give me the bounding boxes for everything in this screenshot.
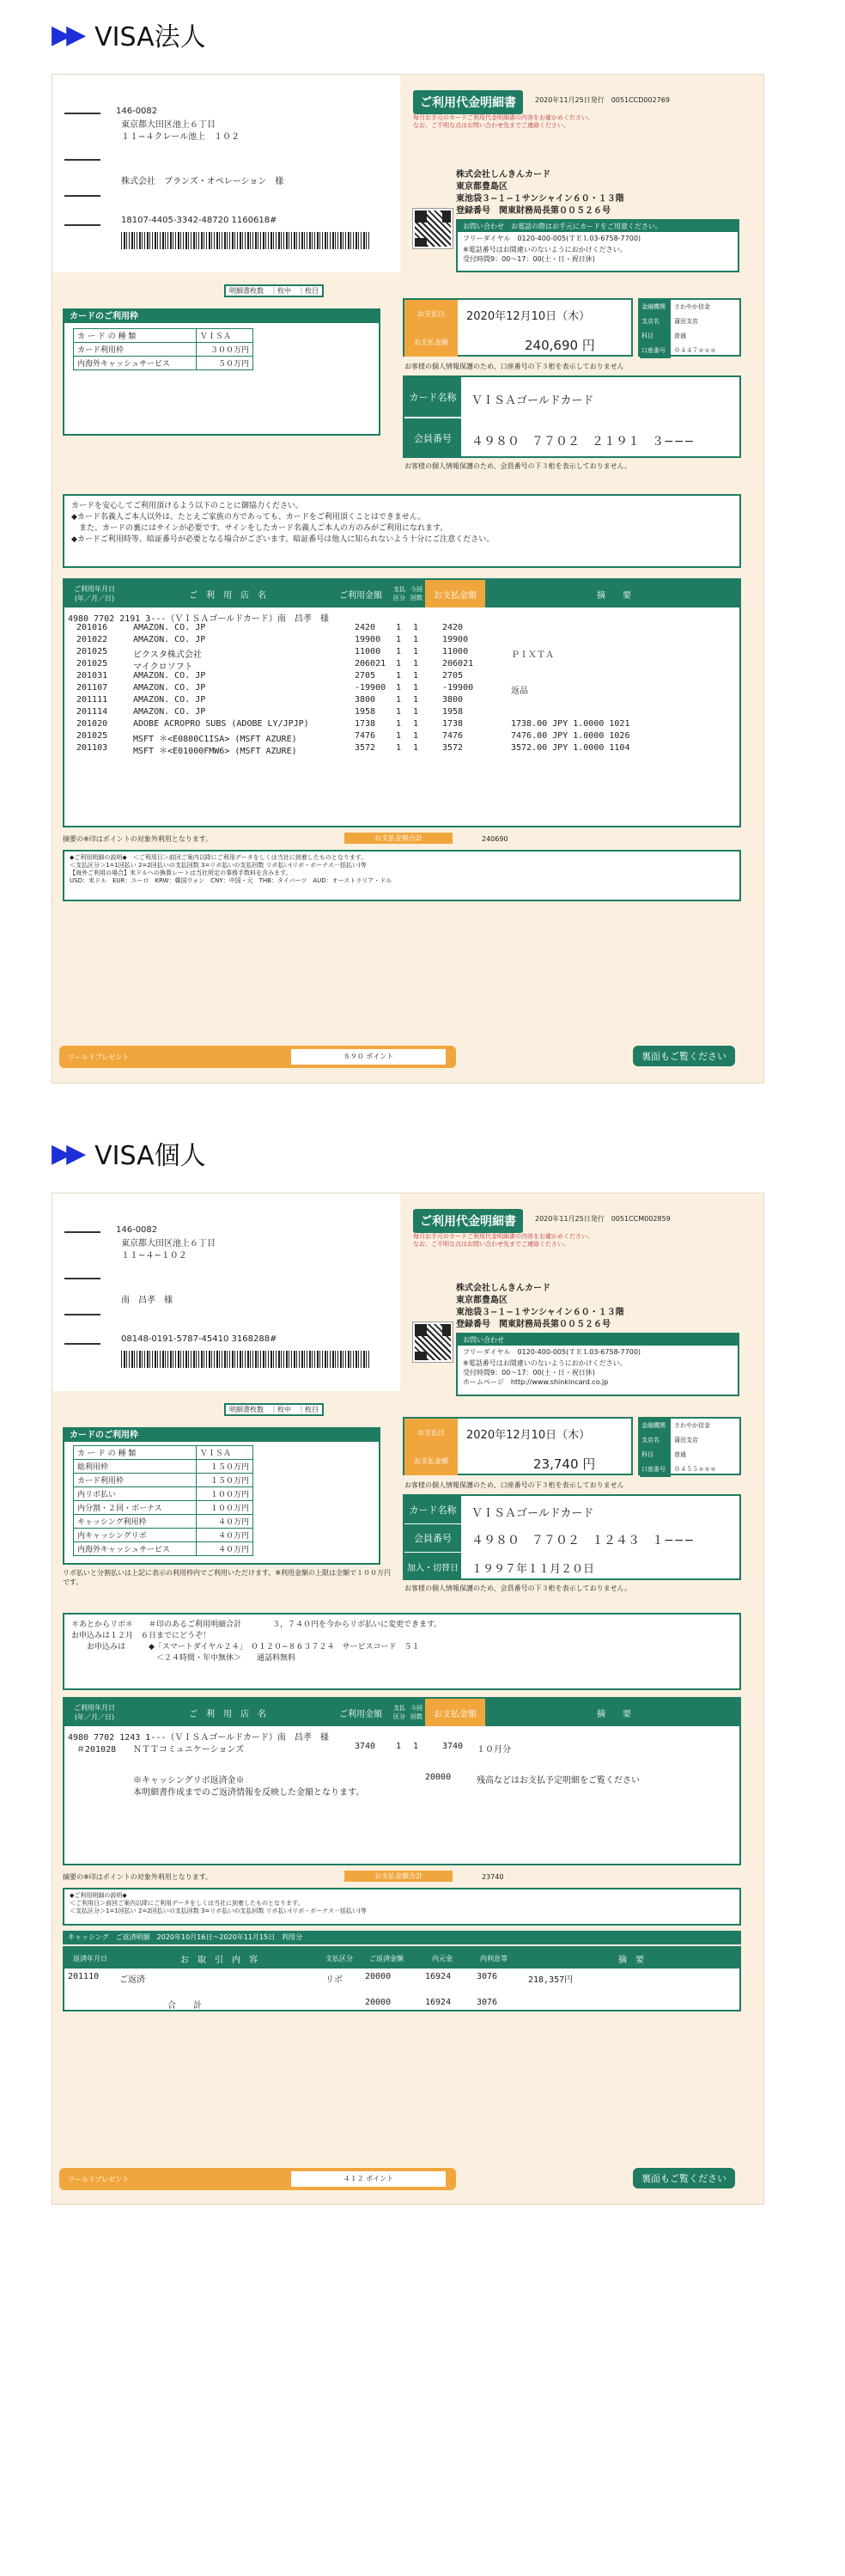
tx-store: AMAZON. CO. JP <box>133 695 206 705</box>
header-store: ご 利 用 店 名 <box>189 590 266 601</box>
total-amount: 240690 <box>482 835 508 843</box>
limit-box <box>63 308 380 436</box>
tx-type: 1 <box>396 647 402 656</box>
company-name: 株式会社 ブランズ・オペレーション 様 <box>121 177 284 186</box>
statement-title: ご利用代金明細書 <box>413 90 523 114</box>
tx-type: 1 <box>396 1742 402 1751</box>
limit-value: １５０万円 <box>196 1474 252 1487</box>
cashing-header <box>64 1948 739 1969</box>
points-note: 摘要の※印はポイントの対象外利用となります。 <box>63 835 213 843</box>
tx-store: ＮＴＴコミュニケーションズ <box>133 1745 245 1755</box>
tx-type: 1 <box>396 683 402 693</box>
card-name-label: カード名称 <box>404 1496 461 1523</box>
privacy-note: お客様の個人情報保護のため、口座番号の下３桁を表示しておりません <box>404 363 624 370</box>
bank-label: 科目 <box>640 329 671 344</box>
pay-amount: 23,740 円 <box>533 1456 596 1472</box>
payment-box <box>403 298 633 357</box>
tx-type: 1 <box>396 731 402 741</box>
bank-label: 金融機関 <box>640 1419 671 1433</box>
tx-payment: 1958 <box>442 707 464 717</box>
tx-amount: 2705 <box>355 671 376 681</box>
tx-amount: 11000 <box>355 647 381 656</box>
tx-type: 1 <box>396 695 402 705</box>
issuer-address-2: 東池袋３−１−１サンシャイン６０・１３階 <box>456 194 624 204</box>
double-arrow-icon: ▶▶ <box>52 19 82 50</box>
limit-label: 内分割・２回・ボーナス <box>74 1501 197 1515</box>
tx-amount: -19900 <box>355 683 386 693</box>
header-amount: ご利用金額 <box>339 590 382 601</box>
qr-code <box>413 209 453 248</box>
join-date-label: 加入・切替日 <box>404 1553 461 1580</box>
header-payment: お支払金額 <box>425 1699 485 1726</box>
inquiry-title: お問い合わせ <box>458 1334 738 1346</box>
tx-store: AMAZON. CO. JP <box>133 671 206 681</box>
tx-memo: ＰＩＸＴＡ <box>511 650 554 660</box>
tx-payment: 7476 <box>442 731 464 741</box>
tx-type: 1 <box>396 707 402 717</box>
tx-count: 1 <box>413 719 419 729</box>
account-number: ０４４７＊＊＊ <box>674 347 716 354</box>
postal-code: 146-0082 <box>116 107 158 116</box>
corp-statement: 146-0082 東京都大田区池上６丁目 １１−４クレール池上 １０２ 株式会社 ブランズ・オペレーション 様 18107-4405-3342-48720 1160618# 明細書枚数 ｜枚中 ｜枚目 ご利用代金明細書 2020年11月25日発行 0051CCD002769 毎月お手元のカードご利用代金明細書の内容をお確かめください。 なお、ご不明な点はお問い合わせ先までご連絡ください。 株式会社しんきんカード 東京都豊島区 東池袋３−１−１サンシャイン６０・１３階 登録番号 関東財務局長第００５２６号 お問い合わせ お電話の際はお手元にカードをご用意ください。 フリーダイヤル 0120-400-005(ＴＥＬ03-6758-7700) ※電話番号はお間違いのないようにおかけください。 受付時間9：00〜17：00(土・日・祝日休) カードのご利用枠 カ ー ド の 種 類 ＶＩＳＡ カード利用枠 ３００万円 内海外キャッシュサービス ５０万円 お支払日 2020年12月10日（木） お支払金額 240,690 円 金融機関 さわやか信金 支店名 蒲田支店 科目 普通 口座番号 ０４４７＊＊＊ お客様の個人情報保護のため、口座番号の下３桁を表示しておりません カード名称 ＶＩＳＡゴールドカード 会員番号 ４９８０ ７７０２ ２１９１ ３−−− お客様の個人情報保護のため、会員番号の下３桁を表示しておりません。 カードを安心してご利用頂けるよう以下のことに御協力ください。 ◆カード名義人ご本人以外は、たとえご家族の方であっても、カードをご利用頂くことはできません。 また、カードの裏にはサインが必要です。サインをしたカード名義人ご本人の方のみがご利用になれます。 ◆カードご利用時等、暗証番号が必要となる場合がございます。暗証番号は他人に知られないよう十分にご注意ください。 ご利用年月日 (年／月／日) ご 利 用 店 名 ご利用金額 支払 区分 今回 回数 お支払金額 摘 要 4980 7702 2191 3---（ＶＩＳＡゴールドカード）南 昌孝 様 201016 AMAZON. CO. JP 2420 1 1 2420 201022 AMAZON. CO. JP 19900 1 1 19900 201025 ピクスタ株式会社 11000 1 1 11000 ＰＩＸＴＡ 201025 マイクロソフト 206021 1 1 206021 201031 AMAZON. CO. JP 2705 1 1 2705 201107 AMAZON. CO. JP -19900 1 1 -19900 返品 201111 AMAZON. CO. JP 3800 1 1 3800 201114 AMAZON. CO. JP 1958 1 1 1958 201020 ADOBE ACROPRO SUBS (ADOBE LY/JPJP) 1738 1 1 1738 1738.00 JPY 1.0000 1021 201025 MSFT ＊<E0800C1ISA> (MSFT AZURE) 7476 1 1 7476 7476.00 JPY 1.0000 1026 201103 MSFT ＊<E01000FMW6> (MSFT AZURE) 3572 1 1 3572 3572.00 JPY 1.0000 1104 摘要の※印はポイントの対象外利用となります。 お支払金額合計 240690 ◆ご利用明細の説明◆ ＜ご利用日＞前回ご案内以降にご利用データをしくは当社に到着したものとなります。 ＜支払区分＞1=1回払い 2=2回払いの支払回数 3=リボ払いの支払回数 リボ払い(リボ・ボーナス一括払い)等 【海外ご利用の場合】米ドルへの換算レートは当社所定の事務手数料を含みます。 USD：米ドル EUR：ユーロ KRW：韓国ウォン CNY：中国・元 THB：タイバーツ AUD：オーストラリア・ドル ワールドプレゼント ８９０ ポイント 裏面もご覧ください <box>52 74 764 1084</box>
cashing-content: ご返済 <box>119 1975 145 1985</box>
tx-payment: 1738 <box>442 719 464 729</box>
tx-memo: 7476.00 JPY 1.0000 1026 <box>511 731 630 741</box>
header-payment: お支払金額 <box>425 580 485 607</box>
pay-date: 2020年12月10日（木） <box>466 1429 591 1442</box>
issue-date: 2020年11月25日発行 0051CCD002769 <box>535 96 670 104</box>
tx-type: 1 <box>396 671 402 681</box>
double-arrow-icon: ▶▶ <box>52 1138 82 1169</box>
inquiry-box <box>456 219 739 272</box>
limit-title: カードのご利用枠 <box>64 310 379 323</box>
bank-label: 支店名 <box>640 314 671 329</box>
tx-payment: 19900 <box>442 635 469 644</box>
cashing-header-cell: 内利息等 <box>480 1954 508 1963</box>
member-note: お客様の個人情報保護のため、会員番号の下３桁を表示しておりません。 <box>404 462 632 470</box>
cashing-type: リボ <box>325 1975 343 1985</box>
see-back-button: 裏面もご覧ください <box>633 2168 735 2188</box>
tx-date: 201114 <box>76 707 108 717</box>
address-line-1: 東京都大田区池上６丁目 <box>121 120 216 130</box>
limit-value: ４０万円 <box>196 1542 252 1556</box>
bank-name: さわやか信金 <box>674 303 710 310</box>
limit-title: カードのご利用枠 <box>64 1429 379 1442</box>
tx-store: AMAZON. CO. JP <box>133 707 206 717</box>
cashing-total-principal: 16924 <box>425 1998 452 2007</box>
cashing-date: 201110 <box>68 1972 100 1981</box>
tx-store: マイクロソフト <box>133 662 193 672</box>
tx-payment: 3572 <box>442 743 464 753</box>
statement-title: ご利用代金明細書 <box>413 1209 523 1233</box>
cashing-title: キャッシング ご返済明細 <box>68 1933 150 1941</box>
tx-type: 1 <box>396 635 402 644</box>
cashing-header-cell: 内元金 <box>432 1954 453 1963</box>
cashing-principal: 16924 <box>425 1972 452 1981</box>
reward-points: ４１２ ポイント <box>291 2171 446 2187</box>
member-note: お客様の個人情報保護のため、会員番号の下３桁を表示しておりません。 <box>404 1584 632 1592</box>
cashing-memo: 218,357円 <box>528 1975 574 1985</box>
tx-type: 1 <box>396 659 402 668</box>
tx-payment: 206021 <box>442 659 474 668</box>
tx-type: 1 <box>396 743 402 753</box>
cashing-table <box>63 1946 741 2011</box>
header-count: 今回 回数 <box>410 1705 422 1720</box>
limit-value: １００万円 <box>196 1501 252 1515</box>
tx-count: 1 <box>413 1742 419 1751</box>
customer-name: 南 昌孝 様 <box>121 1296 173 1305</box>
tx-payment: 3800 <box>442 695 464 705</box>
tx-count: 1 <box>413 743 419 753</box>
member-number: ４９８０ ７７０２ １２４３ １−−− <box>471 1534 695 1547</box>
explanation-box: ◆ご利用明細の説明◆ ＜ご利用日＞前回ご案内以降にご利用データをしくは当社に到着したものとなります。 ＜支払区分＞1=1回払い 2=2回払いの支払回数 3=リボ払いの支払回数 リボ払い(リボ・ボーナス一括払い)等 【海外ご利用の場合】米ドルへの換算レートは当社所定の事務手数料を含みます。 USD：米ドル EUR：ユーロ KRW：韓国ウォン CNY：中国・元 THB：タイバーツ AUD：オーストラリア・ドル <box>63 850 741 901</box>
notice-line: カードを安心してご利用頂けるよう以下のことに御協力ください。 <box>71 502 304 510</box>
explanation-box: ◆ご利用明細の説明◆ ＜ご利用日＞前回ご案内以降にご利用データをしくは当社に到着したものとなります。 ＜支払区分＞1=1回払い 2=2回払いの支払回数 3=リボ払いの支払回数 リボ払い(リボ・ボーナス一括払い)等 <box>63 1888 741 1926</box>
header-type: 支払 区分 <box>393 1705 405 1720</box>
address-line-1: 東京都大田区池上６丁目 <box>121 1239 216 1248</box>
sheet-count: 明細書枚数 ｜枚中 ｜枚目 <box>224 1403 324 1416</box>
bank-label: 科目 <box>640 1448 671 1462</box>
cashing-total-repay: 20000 <box>365 1998 392 2007</box>
account-code: 08148-0191-5787-45410 3168288# <box>121 1334 277 1344</box>
transaction-table <box>63 1697 741 1865</box>
tx-count: 1 <box>413 623 419 632</box>
section-title-personal <box>52 1136 206 1170</box>
tx-store: AMAZON. CO. JP <box>133 623 206 632</box>
cashing-period: 2020年10月16日〜2020年11月15日 利用分 <box>156 1933 303 1941</box>
limit-value: ４０万円 <box>196 1529 252 1542</box>
tx-store: ピクスタ株式会社 <box>133 650 202 660</box>
limit-label: キャッシング利用枠 <box>74 1515 197 1529</box>
tx-date: 201031 <box>76 671 108 681</box>
limit-header-brand: ＶＩＳＡ <box>196 329 252 343</box>
info-line: お申込みは ◆「スマートダイヤル２４」 ０１２０−８６３７２４ サービスコード ５１ <box>71 1643 420 1651</box>
cashing-amount: 20000 <box>425 1773 452 1782</box>
join-date: １９９７年１１月２０日 <box>471 1563 595 1576</box>
tx-payment: 3740 <box>442 1742 464 1751</box>
tx-memo: 3572.00 JPY 1.0000 1104 <box>511 743 630 753</box>
tx-count: 1 <box>413 635 419 644</box>
limit-value: １５０万円 <box>196 1460 252 1474</box>
pay-date: 2020年12月10日（木） <box>466 310 591 323</box>
total-label: お支払金額合計 <box>344 1871 453 1882</box>
tx-store: AMAZON. CO. JP <box>133 683 206 693</box>
tx-count: 1 <box>413 731 419 741</box>
transaction-table <box>63 578 741 827</box>
card-line: 4980 7702 2191 3---（ＶＩＳＡゴールドカード）南 昌孝 様 <box>68 614 329 624</box>
see-back-button: 裏面もご覧ください <box>633 1046 735 1066</box>
header-store: ご 利 用 店 名 <box>189 1709 266 1719</box>
section-label: VISA法人 <box>94 22 206 52</box>
freedial: フリーダイヤル 0120-400-005(ＴＥＬ03-6758-7700) <box>463 1348 641 1356</box>
issue-date: 2020年11月25日発行 0051CCM002859 <box>535 1215 671 1223</box>
hours: 受付時間9：00〜17：00(土・日・祝日休) <box>463 1369 595 1377</box>
limit-label: カード利用枠 <box>74 1474 197 1487</box>
cashing-header-cell: 返済年月日 <box>73 1954 107 1963</box>
bank-name: さわやか信金 <box>674 1422 710 1429</box>
tx-date: 201107 <box>76 683 108 693</box>
tx-count: 1 <box>413 695 419 705</box>
notice-line: ◆カード名義人ご本人以外は、たとえご家族の方であっても、カードをご利用頂くことはできません。 <box>71 513 426 522</box>
total-amount: 23740 <box>482 1873 504 1881</box>
reward-points: ８９０ ポイント <box>291 1049 446 1065</box>
phone-note: ※電話番号はお間違いのないようにおかけください。 <box>463 246 627 253</box>
limit-label: 内キャッシングリボ <box>74 1529 197 1542</box>
account-type: 普通 <box>674 1451 686 1458</box>
card-name: ＶＩＳＡゴールドカード <box>471 1507 594 1520</box>
member-label: 会員番号 <box>404 418 461 458</box>
tx-store: MSFT ＊<E0800C1ISA> (MSFT AZURE) <box>133 735 297 744</box>
pay-amount-label: お支払金額 <box>404 1447 458 1475</box>
section-label: VISA個人 <box>94 1141 206 1171</box>
issuer-registration: 登録番号 関東財務局長第００５２６号 <box>456 1320 611 1329</box>
issuer-name: 株式会社しんきんカード <box>456 170 550 180</box>
total-label: お支払金額合計 <box>344 833 453 844</box>
issuer-address-1: 東京都豊島区 <box>456 1296 508 1305</box>
tx-payment: -19900 <box>442 683 474 693</box>
tx-amount: 1738 <box>355 719 376 729</box>
pay-amount-label: お支払金額 <box>404 328 458 357</box>
reward-label: ワールドプレゼント <box>68 1053 130 1061</box>
postal-code: 146-0082 <box>116 1225 158 1235</box>
pay-amount: 240,690 円 <box>525 338 595 353</box>
member-number: ４９８０ ７７０２ ２１９１ ３−−− <box>471 435 695 449</box>
customer-barcode <box>121 1351 370 1368</box>
tx-date: 201022 <box>76 635 108 644</box>
tx-date: 201103 <box>76 743 108 753</box>
tx-count: 1 <box>413 707 419 717</box>
account-number: ０４５５＊＊＊ <box>674 1466 716 1473</box>
revo-note: リボ払いと分割払いは上記に表示の利用枠内でご利用いただけます。※利用金額の上限は全額で１００万円です。 <box>63 1569 392 1586</box>
tx-memo: １０月分 <box>477 1745 511 1755</box>
tx-date: 201025 <box>76 647 108 656</box>
cashing-line: ※キャッシングリボ返済金※ <box>133 1776 245 1785</box>
reward-label: ワールドプレゼント <box>68 2176 130 2183</box>
issuer-registration: 登録番号 関東財務局長第００５２６号 <box>456 206 611 216</box>
header-amount: ご利用金額 <box>339 1709 382 1719</box>
section-title-corp <box>52 17 206 52</box>
notice-line: また、カードの裏にはサインが必要です。サインをしたカード名義人ご本人の方のみがご利用になれます。 <box>71 524 448 533</box>
limit-label: 総利用枠 <box>74 1460 197 1474</box>
tx-date: 201111 <box>76 695 108 705</box>
cashing-interest: 3076 <box>477 1972 498 1981</box>
issuer-name: 株式会社しんきんカード <box>456 1284 550 1293</box>
bank-label: 金融機関 <box>640 300 671 314</box>
tx-date: 201016 <box>76 623 108 632</box>
tx-memo: 1738.00 JPY 1.0000 1021 <box>511 719 630 729</box>
tx-count: 1 <box>413 659 419 668</box>
limit-label: カード利用枠 <box>74 343 197 357</box>
info-line: お申込みは１２月 ６日までにどうぞ！ <box>71 1632 211 1640</box>
header-count: 今回 回数 <box>410 586 422 601</box>
limit-value: ３００万円 <box>196 343 252 357</box>
cashing-header-cell: 支払区分 <box>325 1954 353 1963</box>
limit-label: 内海外キャッシュサービス <box>74 1542 197 1556</box>
pay-date-label: お支払日 <box>404 300 458 328</box>
tx-date: 201025 <box>76 731 108 741</box>
transaction-header <box>64 580 739 607</box>
cashing-repay: 20000 <box>365 1972 392 1981</box>
notice-line: ◆カードご利用時等、暗証番号が必要となる場合がございます。暗証番号は他人に知られないよう十分にご注意ください。 <box>71 535 495 544</box>
bank-box <box>638 298 741 357</box>
inquiry-box <box>456 1333 739 1396</box>
limit-value: ４０万円 <box>196 1515 252 1529</box>
tx-date: 201025 <box>76 659 108 668</box>
cashing-header-cell: ご返済金額 <box>369 1954 404 1963</box>
tx-payment: 11000 <box>442 647 469 656</box>
card-line: 4980 7702 1243 1---（ＶＩＳＡゴールドカード）南 昌孝 様 <box>68 1733 329 1743</box>
tx-store: AMAZON. CO. JP <box>133 635 206 644</box>
info-line: ＊あとからリボ＊ ＃印のあるご利用明細合計 ３，７４０円を今からリボ払いに変更できます。 <box>71 1621 442 1629</box>
inquiry-title: お問い合わせ <box>463 223 504 230</box>
limit-value: ５０万円 <box>196 357 252 370</box>
card-name-label: カード名称 <box>404 377 461 417</box>
personal-statement: 146-0082 東京都大田区池上６丁目 １１−４−１０２ 南 昌孝 様 08148-0191-5787-45410 3168288# 明細書枚数 ｜枚中 ｜枚目 ご利用代金明細書 2020年11月25日発行 0051CCM002859 毎月お手元のカードご利用代金明細書の内容をお確かめください。 なお、ご不明な点はお問い合わせ先までご連絡ください。 株式会社しんきんカード 東京都豊島区 東池袋３−１−１サンシャイン６０・１３階 登録番号 関東財務局長第００５２６号 お問い合わせ フリーダイヤル 0120-400-005(ＴＥＬ03-6758-7700) ※電話番号はお間違いのないようにおかけください。 受付時間9：00〜17：00(土・日・祝日休) ホームページ http://www.shinkincard.co.jp カードのご利用枠 カ ー ド の 種 類 ＶＩＳＡ 総利用枠 １５０万円 カード利用枠 １５０万円 内リボ払い １００万円 内分割・２回・ボーナス １００万円 キャッシング利用枠 ４０万円 内キャッシングリボ ４０万円 内海外キャッシュサービス ４０万円 お支払日 2020年12月10日（木） お支払金額 23,740 円 金融機関 さわやか信金 支店名 蒲田支店 科目 普通 口座番号 ０４５５＊＊＊ お客様の個人情報保護のため、口座番号の下３桁を表示しておりません カード名称 ＶＩＳＡゴールドカード 会員番号 ４９８０ ７７０２ １２４３ １−−− 加入・切替日 １９９７年１１月２０日 お客様の個人情報保護のため、会員番号の下３桁を表示しておりません。 リボ払いと分割払いは上記に表示の利用枠内でご利用いただけます。※利用金額の上限は全額で１００万円です。 ＊あとからリボ＊ ＃印のあるご利用明細合計 ３，７４０円を今からリボ払いに変更できます。 お申込みは１２月 ６日までにどうぞ！ お申込みは ◆「スマートダイヤル２４」 ０１２０−８６３７２４ サービスコード ５１ ＜２４時間・年中無休＞ 通話料無料 ご利用年月日 (年／月／日) ご 利 用 店 名 ご利用金額 支払 区分 今回 回数 お支払金額 摘 要 4980 7702 1243 1---（ＶＩＳＡゴールドカード）南 昌孝 様 ＃201028 ＮＴＴコミュニケーションズ 3740 1 1 3740 １０月分 ※キャッシングリボ返済金※ 20000 残高などはお支払予定明細をご覧ください 本明細書作成までのご返済情報を反映した金額となります。 摘要の※印はポイントの対象外利用となります。 お支払金額合計 23740 ◆ご利用明細の説明◆ ＜ご利用日＞前回ご案内以降にご利用データをしくは当社に到着したものとなります。 ＜支払区分＞1=1回払い 2=2回払いの支払回数 3=リボ払いの支払回数 リボ払い(リボ・ボーナス一括払い)等 キャッシング ご返済明細 2020年10月16日〜2020年11月15日 利用分 返済年月日 お 取 引 内 容 支払区分 ご返済金額 内元金 内利息等 摘 要 201110 ご返済 リボ 20000 16924 3076 218,357円 合 計 20000 16924 3076 ワールドプレゼント ４１２ ポイント 裏面もご覧ください <box>52 1193 764 2205</box>
tx-amount: 3800 <box>355 695 376 705</box>
cashing-header-cell: お 取 引 内 容 <box>180 1955 258 1965</box>
tx-date: 201020 <box>76 719 108 729</box>
tx-date: ＃201028 <box>76 1745 117 1755</box>
member-label: 会員番号 <box>404 1524 461 1552</box>
tx-type: 1 <box>396 623 402 632</box>
cashing-note: 残高などはお支払予定明細をご覧ください <box>477 1776 640 1785</box>
header-memo: 摘 要 <box>597 590 631 601</box>
notice-box <box>63 494 741 568</box>
reward-bar <box>59 1046 456 1068</box>
inquiry-note: お電話の際はお手元にカードをご用意ください。 <box>511 223 662 230</box>
issuer-address-2: 東池袋３−１−１サンシャイン６０・１３階 <box>456 1308 624 1317</box>
phone-note: ※電話番号はお間違いのないようにおかけください。 <box>463 1359 627 1367</box>
card-name: ＶＩＳＡゴールドカード <box>471 394 594 407</box>
pay-date-label: お支払日 <box>404 1419 458 1447</box>
tx-count: 1 <box>413 671 419 681</box>
cashing-total-interest: 3076 <box>477 1998 498 2007</box>
reward-bar <box>59 2168 456 2190</box>
tx-store: MSFT ＊<E01000FMW6> (MSFT AZURE) <box>133 747 297 756</box>
account-type: 普通 <box>674 333 686 339</box>
tx-memo: 返品 <box>511 687 528 696</box>
sheet-count: 明細書枚数 ｜枚中 ｜枚目 <box>224 284 324 297</box>
card-info-box <box>403 375 741 458</box>
customer-barcode <box>121 232 370 249</box>
card-info-box <box>403 1494 741 1580</box>
payment-box <box>403 1417 633 1475</box>
tx-amount: 19900 <box>355 635 381 644</box>
homepage: ホームページ http://www.shinkincard.co.jp <box>463 1378 609 1386</box>
tx-count: 1 <box>413 683 419 693</box>
tx-count: 1 <box>413 647 419 656</box>
bank-label: 口座番号 <box>640 344 671 358</box>
header-memo: 摘 要 <box>597 1709 631 1719</box>
branch-name: 蒲田支店 <box>674 1437 698 1444</box>
limit-label: 内リボ払い <box>74 1487 197 1501</box>
cashing-title-bar <box>63 1931 741 1944</box>
bank-label: 口座番号 <box>640 1462 671 1477</box>
bank-box <box>638 1417 741 1475</box>
tx-amount: 3572 <box>355 743 376 753</box>
cashing-header-cell: 摘 要 <box>618 1955 644 1965</box>
tx-payment: 2705 <box>442 671 464 681</box>
account-code: 18107-4405-3342-48720 1160618# <box>121 216 277 225</box>
address-line-2: １１−４−１０２ <box>121 1251 187 1261</box>
tx-store: ADOBE ACROPRO SUBS (ADOBE LY/JPJP) <box>133 719 309 729</box>
transaction-header <box>64 1699 739 1726</box>
header-date: ご利用年月日 (年／月／日) <box>74 585 115 602</box>
info-line: ＜２４時間・年中無休＞ 通話料無料 <box>71 1654 296 1663</box>
privacy-note: お客様の個人情報保護のため、口座番号の下３桁を表示しておりません <box>404 1481 624 1489</box>
branch-name: 蒲田支店 <box>674 318 698 325</box>
hours: 受付時間9：00〜17：00(土・日・祝日休) <box>463 255 595 263</box>
limit-header-type: カ ー ド の 種 類 <box>74 329 197 343</box>
limit-box <box>63 1427 380 1565</box>
cashing-total-label: 合 計 <box>167 2001 202 2011</box>
tx-amount: 206021 <box>355 659 386 668</box>
limit-header-type: カ ー ド の 種 類 <box>74 1446 197 1460</box>
tx-amount: 7476 <box>355 731 376 741</box>
tx-amount: 1958 <box>355 707 376 717</box>
limit-header-brand: ＶＩＳＡ <box>196 1446 252 1460</box>
header-date: ご利用年月日 (年／月／日) <box>74 1704 115 1721</box>
tx-amount: 2420 <box>355 623 376 632</box>
issuer-address-1: 東京都豊島区 <box>456 182 508 192</box>
limit-label: 内海外キャッシュサービス <box>74 357 197 370</box>
revo-info-box <box>63 1613 741 1690</box>
reflect-note: 本明細書作成までのご返済情報を反映した金額となります。 <box>133 1788 365 1798</box>
qr-code <box>413 1322 453 1362</box>
points-note: 摘要の※印はポイントの対象外利用となります。 <box>63 1873 213 1881</box>
tx-payment: 2420 <box>442 623 464 632</box>
address-line-2: １１−４クレール池上 １０２ <box>121 132 240 142</box>
tx-type: 1 <box>396 719 402 729</box>
freedial: フリーダイヤル 0120-400-005(ＴＥＬ03-6758-7700) <box>463 235 641 242</box>
tx-amount: 3740 <box>355 1742 376 1751</box>
header-type: 支払 区分 <box>393 586 405 601</box>
bank-label: 支店名 <box>640 1433 671 1448</box>
limit-value: １００万円 <box>196 1487 252 1501</box>
